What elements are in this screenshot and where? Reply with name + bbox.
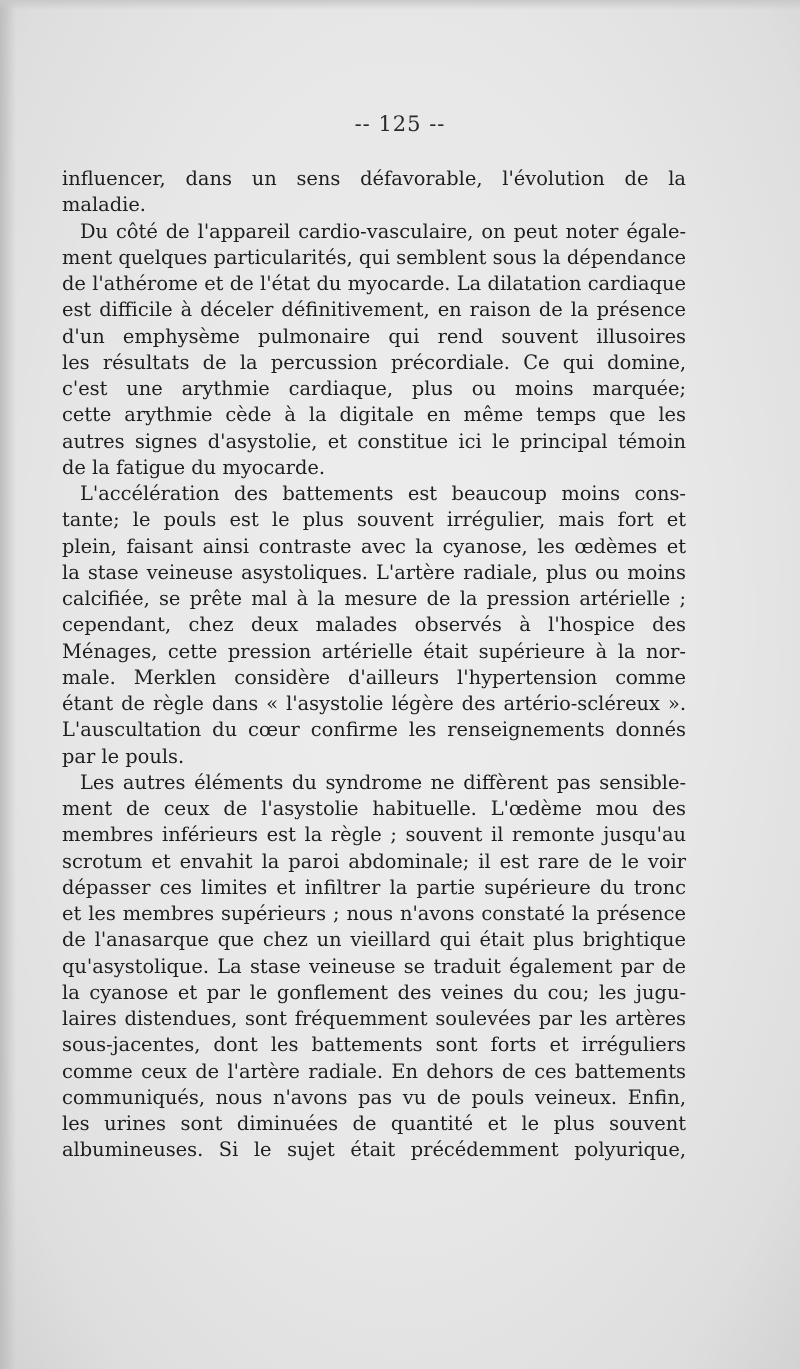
text-line: L'accélération des battements est beaucoup moins cons- xyxy=(80,482,686,505)
text-line: cependant, chez deux malades observés à l'hospice des xyxy=(62,613,686,637)
text-line: Du côté de l'appareil cardio-vasculaire, on peut noter égale- xyxy=(80,219,686,243)
text-line: sous-jacentes, dont les battements sont forts et irréguliers xyxy=(62,1033,686,1057)
text-line: la stase veineuse asystoliques. L'artère radiale, plus ou moins xyxy=(62,560,686,584)
text-line: la cyanose et par le gonflement des veines du cou; les jugu- xyxy=(62,980,686,1004)
text-line: albumineuses. Si le sujet était précédemment polyurique, xyxy=(62,1138,686,1162)
text-line: calcifiée, se prête mal à la mesure de la pression artérielle ; xyxy=(62,587,686,610)
text-line: Ménages, cette pression artérielle était supérieure à la nor- xyxy=(62,639,686,663)
text-line: par le pouls. xyxy=(62,744,185,768)
text-line: ment quelques particularités, qui semblent sous la dépendance xyxy=(62,245,686,269)
text-line: tante; le pouls est le plus souvent irrégulier, mais fort et xyxy=(62,508,686,532)
text-line: c'est une arythmie cardiaque, plus ou moins marquée; xyxy=(62,377,686,400)
text-line: ment de ceux de l'asystolie habituelle. L'œdème mou des xyxy=(62,797,686,820)
text-line: laires distendues, sont fréquemment soulevées par les artères xyxy=(62,1007,686,1030)
page-edge-shadow xyxy=(0,0,16,1369)
text-line: Les autres éléments du syndrome ne diffèrent pas sensible- xyxy=(80,770,686,794)
text-line: et les membres supérieurs ; nous n'avons constaté la présence xyxy=(62,902,686,925)
text-line: maladie. xyxy=(62,193,146,217)
text-line: les urines sont diminuées de quantité et le plus souvent xyxy=(62,1112,686,1135)
text-line: membres inférieurs est la règle ; souvent il remonte jusqu'au xyxy=(62,823,686,847)
text-line: est difficile à déceler définitivement, en raison de la présence xyxy=(62,298,686,322)
text-line: scrotum et envahit la paroi abdominale; il est rare de le voir xyxy=(62,849,686,873)
text-line: étant de règle dans « l'asystolie légère des artério-scléreux ». xyxy=(62,692,686,715)
body-text xyxy=(62,166,686,1164)
text-line: qu'asystolique. La stase veineuse se traduit également par de xyxy=(62,954,686,978)
text-line: L'auscultation du cœur confirme les renseignements donnés xyxy=(62,718,686,742)
text-line: de l'athérome et de l'état du myocarde. La dilatation cardiaque xyxy=(62,272,686,295)
text-line: cette arythmie cède à la digitale en même temps que les xyxy=(62,403,686,427)
text-line: male. Merklen considère d'ailleurs l'hypertension comme xyxy=(62,665,686,689)
text-line: influencer, dans un sens défavorable, l'évolution de la xyxy=(62,167,686,190)
text-line: d'un emphysème pulmonaire qui rend souvent illusoires xyxy=(62,324,686,348)
text-line: de la fatigue du myocarde. xyxy=(62,455,326,479)
page-number: -- 125 -- xyxy=(354,112,446,136)
page-top-shadow xyxy=(0,0,800,10)
text-line: plein, faisant ainsi contraste avec la cyanose, les œdèmes et xyxy=(62,534,686,558)
text-line: les résultats de la percussion précordiale. Ce qui domine, xyxy=(62,350,686,374)
text-line: autres signes d'asystolie, et constitue ici le principal témoin xyxy=(62,429,686,453)
text-line: de l'anasarque que chez un vieillard qui était plus brightique xyxy=(62,928,686,952)
text-line: dépasser ces limites et infiltrer la partie supérieure du tronc xyxy=(62,875,686,899)
text-line: communiqués, nous n'avons pas vu de pouls veineux. Enfin, xyxy=(62,1085,686,1109)
text-line: comme ceux de l'artère radiale. En dehors de ces battements xyxy=(62,1059,686,1083)
